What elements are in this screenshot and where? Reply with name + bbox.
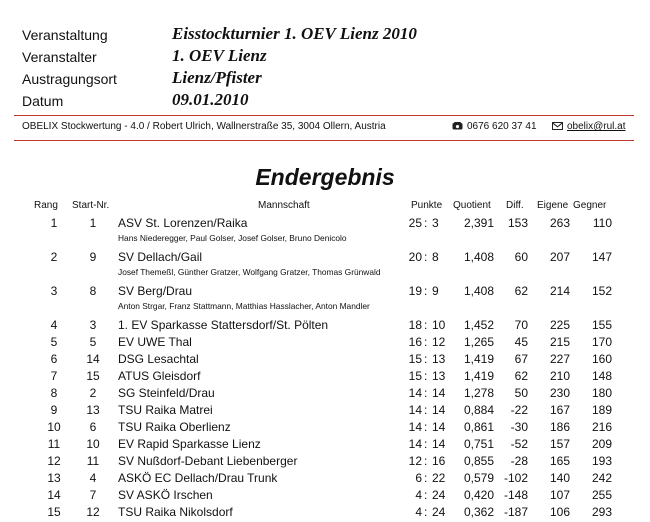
cell-diff: 50 — [514, 386, 528, 400]
cell-opponent: 180 — [591, 386, 612, 400]
cell-own: 186 — [549, 420, 570, 434]
cell-team: SV Berg/Drau — [118, 284, 193, 298]
cell-own: 210 — [549, 369, 570, 383]
cell-opponent: 216 — [591, 420, 612, 434]
phone-icon — [452, 122, 463, 130]
cell-team: ATUS Gleisdorf — [118, 369, 201, 383]
table-row — [0, 454, 650, 471]
phone-number: 0676 620 37 41 — [467, 121, 537, 132]
cell-opponent: 155 — [591, 318, 612, 332]
table-row — [0, 216, 650, 250]
table-row — [0, 420, 650, 437]
header-divider-bottom — [14, 140, 634, 141]
cell-quotient: 1,408 — [463, 250, 494, 264]
cell-start-number: 7 — [89, 488, 97, 502]
cell-start-number: 4 — [89, 471, 97, 485]
col-header-rank: Rang — [34, 200, 58, 211]
email-link[interactable]: obelix@rul.at — [567, 121, 626, 132]
points-won: 14 — [408, 420, 422, 434]
cell-rank: 12 — [47, 454, 61, 468]
cell-rank: 5 — [50, 335, 58, 349]
cell-quotient: 0,579 — [463, 471, 494, 485]
cell-quotient: 0,751 — [463, 437, 494, 451]
cell-team: EV Rapid Sparkasse Lienz — [118, 437, 261, 451]
cell-own: 140 — [549, 471, 570, 485]
cell-start-number: 9 — [89, 250, 97, 264]
points-won: 18 — [408, 318, 422, 332]
cell-own: 106 — [549, 505, 570, 519]
header-row-organizer — [22, 46, 632, 68]
cell-team: EV UWE Thal — [118, 335, 192, 349]
cell-start-number: 3 — [89, 318, 97, 332]
header-value: Eisstockturnier 1. OEV Lienz 2010 — [172, 24, 417, 43]
cell-opponent: 293 — [591, 505, 612, 519]
points-lost: 14 — [432, 420, 446, 434]
cell-own: 214 — [549, 284, 570, 298]
header-value: 09.01.2010 — [172, 90, 249, 109]
cell-rank: 1 — [50, 216, 58, 230]
cell-quotient: 2,391 — [463, 216, 494, 230]
cell-diff: -28 — [510, 454, 528, 468]
cell-diff: -30 — [510, 420, 528, 434]
cell-start-number: 15 — [86, 369, 100, 383]
cell-rank: 15 — [47, 505, 61, 519]
cell-opponent: 193 — [591, 454, 612, 468]
cell-own: 107 — [549, 488, 570, 502]
points-lost: 13 — [432, 369, 446, 383]
points-won: 20 — [408, 250, 422, 264]
points-separator: : — [424, 420, 428, 434]
table-row — [0, 335, 650, 352]
cell-quotient: 0,420 — [463, 488, 494, 502]
cell-quotient: 0,884 — [463, 403, 494, 417]
cell-diff: -102 — [503, 471, 528, 485]
cell-diff: 62 — [514, 284, 528, 298]
cell-team: ASV St. Lorenzen/Raika — [118, 216, 248, 230]
cell-diff: 153 — [507, 216, 528, 230]
cell-rank: 4 — [50, 318, 58, 332]
header-label: Datum — [22, 93, 64, 109]
points-won: 4 — [415, 505, 422, 519]
col-header-points: Punkte — [411, 200, 443, 211]
points-separator: : — [424, 335, 428, 349]
points-won: 14 — [408, 437, 422, 451]
col-header-quotient: Quotient — [453, 200, 491, 211]
points-separator: : — [424, 318, 428, 332]
table-row — [0, 488, 650, 505]
points-lost: 10 — [432, 318, 446, 332]
cell-rank: 8 — [50, 386, 58, 400]
points-lost: 16 — [432, 454, 446, 468]
col-header-own: Eigene — [537, 200, 569, 211]
points-lost: 14 — [432, 437, 446, 451]
points-lost: 24 — [432, 505, 446, 519]
cell-own: 263 — [549, 216, 570, 230]
cell-rank: 3 — [50, 284, 58, 298]
cell-opponent: 255 — [591, 488, 612, 502]
cell-team: TSU Raika Nikolsdorf — [118, 505, 233, 519]
cell-opponent: 170 — [591, 335, 612, 349]
cell-quotient: 1,452 — [463, 318, 494, 332]
points-lost: 13 — [432, 352, 446, 366]
cell-quotient: 0,362 — [463, 505, 494, 519]
cell-quotient: 0,861 — [463, 420, 494, 434]
header-label: Veranstalter — [22, 49, 97, 65]
table-row — [0, 403, 650, 420]
cell-team: ASKÖ EC Dellach/Drau Trunk — [118, 471, 278, 485]
cell-team: SG Steinfeld/Drau — [118, 386, 215, 400]
points-separator: : — [424, 352, 428, 366]
cell-diff: 67 — [514, 352, 528, 366]
points-separator: : — [424, 454, 428, 468]
cell-rank: 2 — [50, 250, 58, 264]
cell-diff: 62 — [514, 369, 528, 383]
cell-team: TSU Raika Matrei — [118, 403, 213, 417]
cell-diff: -22 — [510, 403, 528, 417]
cell-diff: 45 — [514, 335, 528, 349]
points-won: 15 — [408, 352, 422, 366]
cell-own: 207 — [549, 250, 570, 264]
header-row-date — [22, 90, 632, 112]
points-separator: : — [424, 369, 428, 383]
col-header-diff: Diff. — [506, 200, 524, 211]
cell-own: 157 — [549, 437, 570, 451]
table-row — [0, 250, 650, 284]
points-lost: 22 — [432, 471, 446, 485]
cell-own: 167 — [549, 403, 570, 417]
header-value: 1. OEV Lienz — [172, 46, 267, 65]
cell-quotient: 1,265 — [463, 335, 494, 349]
cell-rank: 7 — [50, 369, 58, 383]
header-label: Austragungsort — [22, 71, 117, 87]
points-separator: : — [424, 284, 428, 298]
cell-start-number: 8 — [89, 284, 97, 298]
header-value: Lienz/Pfister — [172, 68, 262, 87]
points-won: 6 — [415, 471, 422, 485]
points-lost: 24 — [432, 488, 446, 502]
col-header-start: Start-Nr. — [72, 200, 110, 211]
cell-opponent: 110 — [592, 216, 612, 230]
table-row — [0, 352, 650, 369]
cell-start-number: 6 — [89, 420, 97, 434]
cell-team: SV Nußdorf-Debant Liebenberger — [118, 454, 298, 468]
points-lost: 14 — [432, 403, 446, 417]
team-players: Hans Niederegger, Paul Golser, Josef Golser, Bruno Denicolo — [118, 233, 347, 243]
table-row — [0, 437, 650, 454]
points-separator: : — [424, 505, 428, 519]
cell-start-number: 10 — [86, 437, 100, 451]
points-lost: 14 — [432, 386, 446, 400]
header-label: Veranstaltung — [22, 27, 108, 43]
points-separator: : — [424, 437, 428, 451]
cell-start-number: 14 — [86, 352, 100, 366]
cell-opponent: 148 — [591, 369, 612, 383]
header-row-venue — [22, 68, 632, 90]
cell-team: SV Dellach/Gail — [118, 250, 203, 264]
phone-contact — [452, 121, 537, 132]
cell-own: 230 — [549, 386, 570, 400]
col-header-team: Mannschaft — [258, 200, 310, 211]
cell-opponent: 152 — [591, 284, 612, 298]
cell-quotient: 1,419 — [463, 352, 494, 366]
team-players: Anton Strgar, Franz Stattmann, Matthias Hasslacher, Anton Mandler — [118, 301, 370, 311]
cell-team: SV ASKÖ Irschen — [118, 488, 213, 502]
table-row — [0, 284, 650, 318]
cell-team: DSG Lesachtal — [118, 352, 199, 366]
points-won: 12 — [408, 454, 422, 468]
table-row — [0, 471, 650, 488]
event-header — [22, 24, 632, 112]
cell-own: 215 — [549, 335, 570, 349]
cell-start-number: 13 — [86, 403, 100, 417]
points-separator: : — [424, 250, 428, 264]
points-won: 14 — [408, 403, 422, 417]
cell-start-number: 2 — [89, 386, 97, 400]
cell-quotient: 1,408 — [463, 284, 494, 298]
cell-opponent: 160 — [591, 352, 612, 366]
cell-start-number: 1 — [89, 216, 97, 230]
points-won: 15 — [408, 369, 422, 383]
points-won: 19 — [408, 284, 422, 298]
cell-team: TSU Raika Oberlienz — [118, 420, 231, 434]
cell-diff: -148 — [503, 488, 528, 502]
results-title: Endergebnis — [255, 164, 395, 190]
points-lost: 12 — [432, 335, 446, 349]
header-divider-top — [14, 115, 634, 116]
table-row — [0, 386, 650, 403]
points-won: 14 — [408, 386, 422, 400]
cell-rank: 10 — [47, 420, 61, 434]
cell-quotient: 0,855 — [463, 454, 494, 468]
points-separator: : — [424, 216, 428, 230]
cell-diff: -52 — [510, 437, 528, 451]
cell-own: 165 — [549, 454, 570, 468]
team-players: Josef Themeßl, Günther Gratzer, Wolfgang Gratzer, Thomas Grünwald — [118, 267, 381, 277]
results-table — [0, 216, 650, 522]
envelope-icon — [552, 122, 563, 130]
table-row — [0, 369, 650, 386]
cell-start-number: 12 — [86, 505, 100, 519]
points-separator: : — [424, 403, 428, 417]
points-separator: : — [424, 386, 428, 400]
cell-diff: -187 — [503, 505, 528, 519]
points-separator: : — [424, 488, 428, 502]
cell-rank: 6 — [50, 352, 58, 366]
cell-team: 1. EV Sparkasse Stattersdorf/St. Pölten — [118, 318, 329, 332]
email-contact — [552, 121, 626, 132]
cell-rank: 13 — [47, 471, 61, 485]
points-lost: 9 — [432, 284, 439, 298]
cell-opponent: 209 — [591, 437, 612, 451]
col-header-opponent: Gegner — [573, 200, 607, 211]
cell-rank: 11 — [47, 437, 61, 451]
cell-start-number: 5 — [89, 335, 97, 349]
table-row — [0, 318, 650, 335]
cell-rank: 9 — [50, 403, 58, 417]
software-credit: OBELIX Stockwertung - 4.0 / Robert Ulrich, Wallnerstraße 35, 3004 Ollern, Austria — [22, 121, 386, 132]
cell-quotient: 1,419 — [463, 369, 494, 383]
cell-own: 225 — [549, 318, 570, 332]
cell-rank: 14 — [47, 488, 61, 502]
points-lost: 8 — [432, 250, 439, 264]
cell-opponent: 147 — [591, 250, 612, 264]
cell-opponent: 242 — [591, 471, 612, 485]
cell-diff: 60 — [514, 250, 528, 264]
points-lost: 3 — [432, 216, 439, 230]
cell-quotient: 1,278 — [463, 386, 494, 400]
points-won: 25 — [408, 216, 422, 230]
cell-start-number: 11 — [86, 454, 100, 468]
cell-own: 227 — [549, 352, 570, 366]
points-separator: : — [424, 471, 428, 485]
cell-opponent: 189 — [591, 403, 612, 417]
header-row-event — [22, 24, 632, 46]
table-row — [0, 505, 650, 522]
points-won: 4 — [415, 488, 422, 502]
cell-diff: 70 — [514, 318, 528, 332]
points-won: 16 — [408, 335, 422, 349]
